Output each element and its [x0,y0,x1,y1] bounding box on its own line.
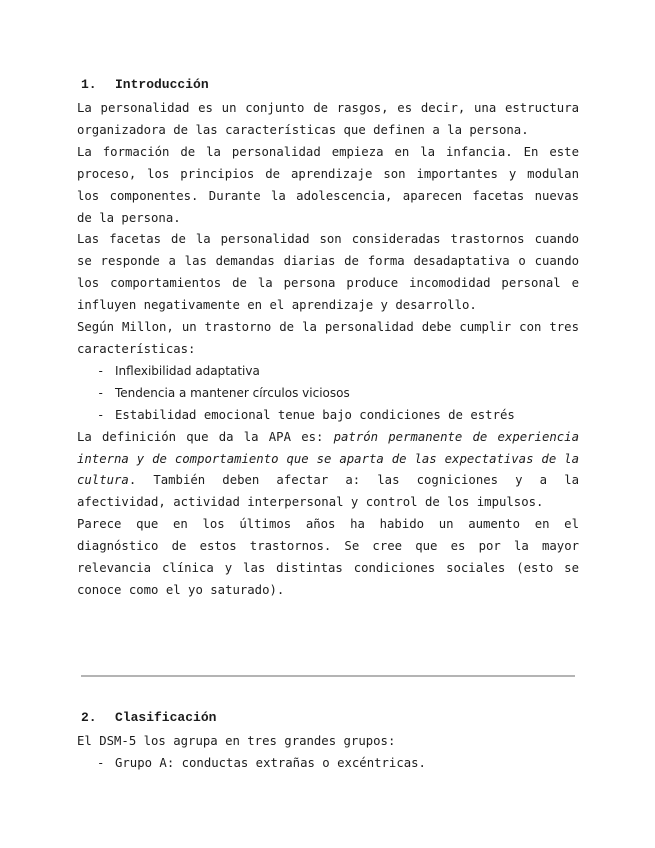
paragraph: La personalidad es un conjunto de rasgos, es decir, una estructura organizadora de las características que definen a la persona. [77,101,579,137]
paragraph: La formación de la personalidad empieza en la infancia. En este proceso, los principios de aprendizaje son importantes y modulan los componentes. Durante la adolescencia, aparecen facetas nuevas de la persona. [77,144,579,225]
list-item: - Estabilidad emocional tenue bajo condiciones de estrés [77,405,579,427]
section-introduccion [77,76,579,602]
section-clasificacion [77,709,579,775]
characteristics-list [77,361,579,427]
section-heading [81,709,579,727]
paragraph: El DSM-5 los agrupa en tres grandes grupos: [77,734,396,748]
paragraph: Parece que en los últimos años ha habido un aumento en el diagnóstico de estos trastornos. Se cree que es por la mayor relevancia clínica y las distintas condiciones sociales (esto se conoce como el yo saturado). [77,517,579,597]
list-item: - Grupo A: conductas extrañas o excéntricas. [77,753,579,775]
section-number: 1. [81,77,97,92]
dash-bullet-icon: - [97,407,105,422]
groups-list [77,753,579,775]
section-heading [81,76,579,94]
horizontal-divider [81,675,575,677]
section-title: Introducción [115,77,209,92]
list-item: - Tendencia a mantener círculos viciosos [77,383,579,405]
dash-bullet-icon: - [97,363,105,378]
dash-bullet-icon: - [97,755,105,770]
paragraph: Según Millon, un trastorno de la personalidad debe cumplir con tres características: [77,320,579,356]
list-item: - Inflexibilidad adaptativa [77,361,579,383]
section-number: 2. [81,710,97,725]
apa-definition-quote: patrón permanente de experiencia interna y de comportamiento que se aparta de las expectativas de la cultura [77,429,579,488]
section-title: Clasificación [115,710,217,725]
paragraph: Las facetas de la personalidad son consideradas trastornos cuando se responde a las demandas diarias de forma desadaptativa o cuando los comportamientos de la persona produce incomodidad personal e influyen negativamente en el aprendizaje y desarrollo. [77,232,579,313]
apa-definition-paragraph: La definición que da la APA es: patrón permanente de experiencia interna y de comportamiento que se aparta de las expectativas de la cultura. También deben afectar a: las cogniciones y a la afectividad, actividad interpersonal y control de los impulsos. [77,429,579,510]
dash-bullet-icon: - [97,385,105,400]
